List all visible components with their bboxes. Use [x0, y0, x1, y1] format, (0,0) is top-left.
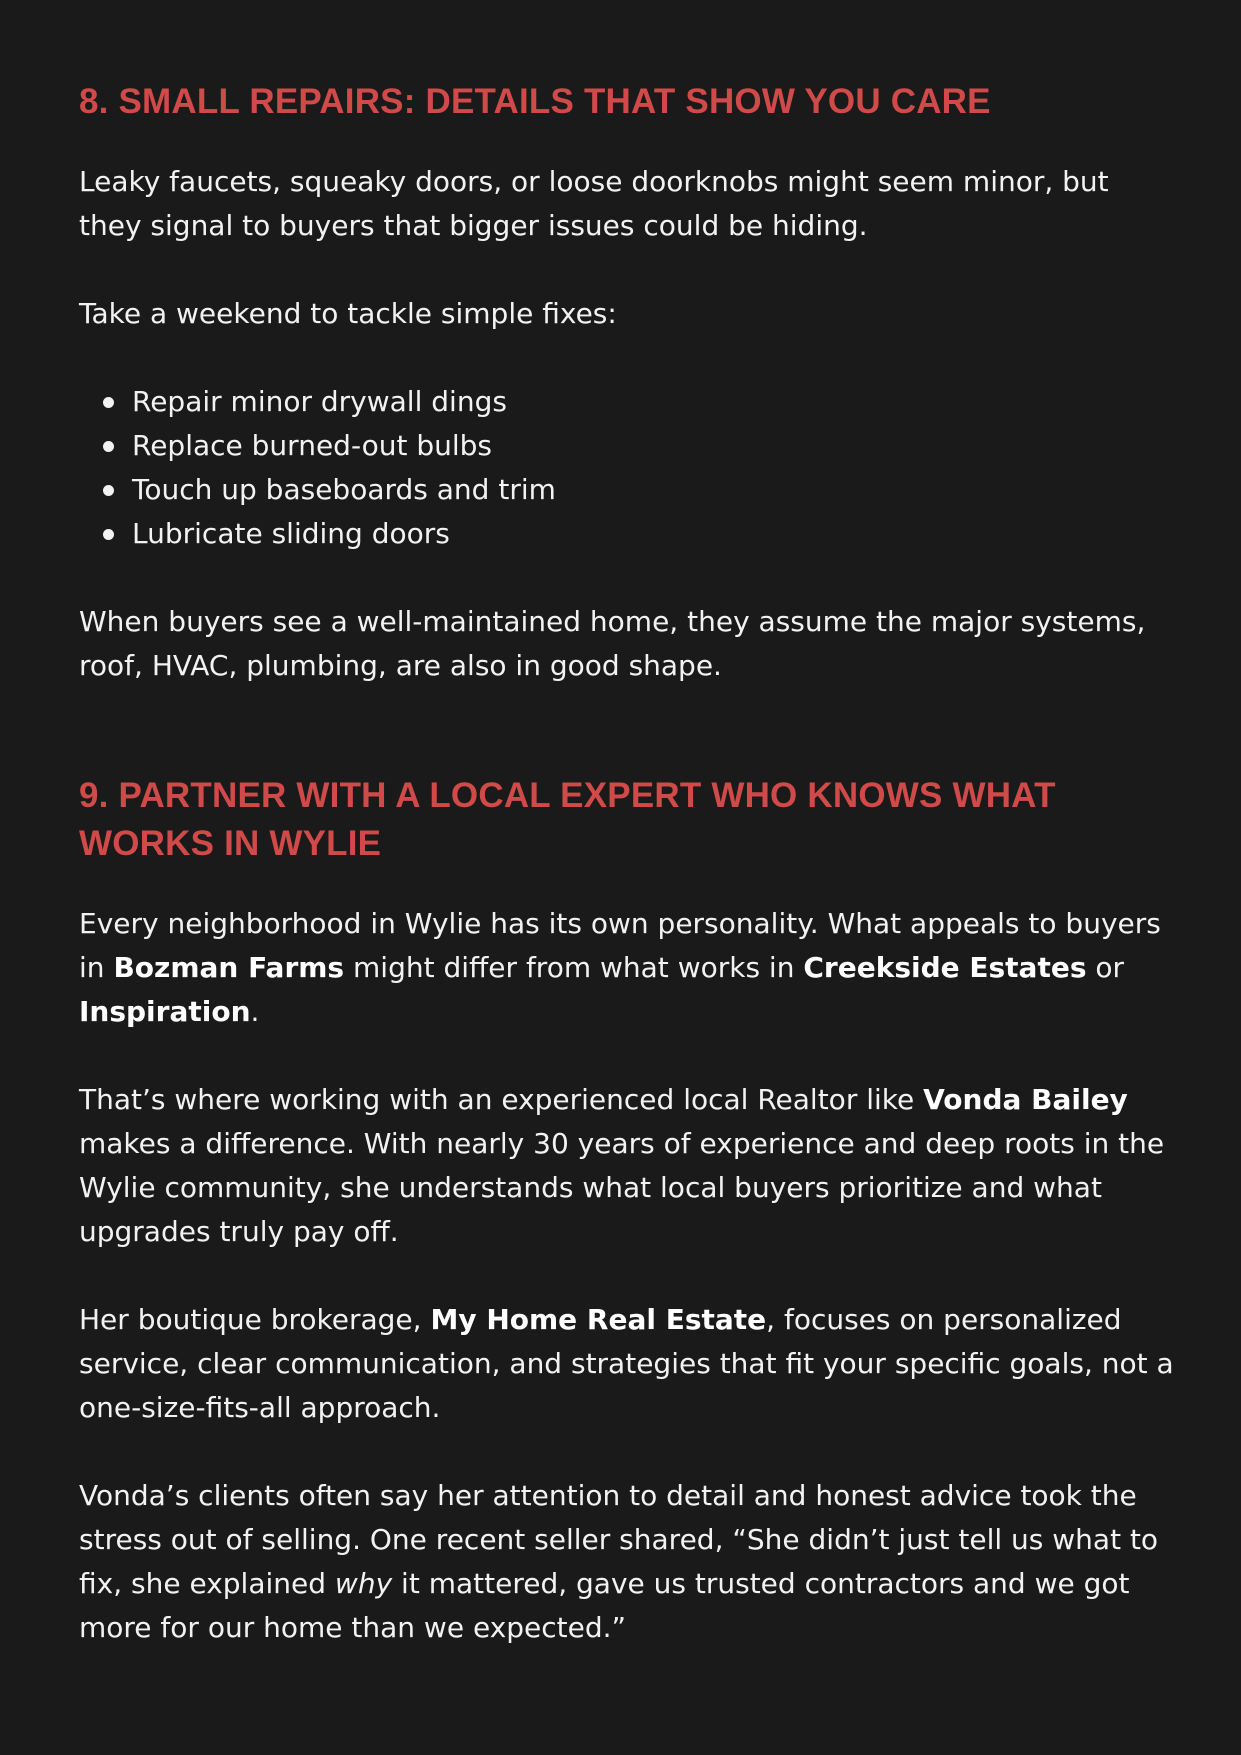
list-item: Replace burned-out bulbs: [132, 424, 1179, 468]
neighborhoods-paragraph: [79, 902, 1179, 1034]
text-run: makes a difference. With nearly 30 years of experience and deep roots in the Wylie community, she understands what local buyers prioritize and what upgrades truly pay off.: [79, 1127, 1165, 1248]
text-run: it mattered, gave us trusted contractors and we got more for our home than we expected.”: [79, 1567, 1130, 1644]
small-repairs-closing: When buyers see a well-maintained home, they assume the major systems, roof, HVAC, plumbing, are also in good shape.: [79, 605, 1146, 682]
section-heading-local-expert: 9. PARTNER WITH A LOCAL EXPERT WHO KNOWS WHAT WORKS IN WYLIE: [79, 776, 1056, 863]
text-run: , focuses on personalized service, clear communication, and strategies that fit your specific goals, not a one-size-fits-all approach.: [79, 1303, 1174, 1424]
small-repairs-lead: Take a weekend to tackle simple fixes:: [79, 297, 617, 330]
text-run: Her boutique brokerage,: [79, 1303, 431, 1336]
realtor-name: Vonda Bailey: [923, 1083, 1128, 1116]
neighborhood-name: Bozman Farms: [113, 951, 345, 984]
emphasis-text: why: [334, 1567, 393, 1600]
neighborhood-name: Creekside Estates: [803, 951, 1087, 984]
text-run: might differ from what works in: [344, 951, 804, 984]
section-heading-small-repairs: 8. SMALL REPAIRS: DETAILS THAT SHOW YOU CARE: [79, 82, 991, 121]
text-run: Every neighborhood in Wylie has its own personality. What appeals to buyers in: [79, 907, 1161, 984]
list-item: Repair minor drywall dings: [132, 380, 1179, 424]
brokerage-name: My Home Real Estate: [430, 1303, 767, 1336]
list-item: Touch up baseboards and trim: [132, 468, 1179, 512]
brokerage-paragraph: [79, 1298, 1179, 1430]
list-item: Lubricate sliding doors: [132, 512, 1179, 556]
article-body: [79, 0, 1179, 1650]
text-run: .: [250, 995, 260, 1028]
text-run: or: [1086, 951, 1125, 984]
text-run: That’s where working with an experienced local Realtor like: [79, 1083, 924, 1116]
neighborhood-name: Inspiration: [79, 995, 251, 1028]
fixes-list: [79, 380, 1179, 556]
realtor-paragraph: [79, 1078, 1179, 1254]
small-repairs-intro: Leaky faucets, squeaky doors, or loose doorknobs might seem minor, but they signal to buyers that bigger issues could be hiding.: [79, 165, 1109, 242]
text-run: Vonda’s clients often say her attention to detail and honest advice took the stress out of selling. One recent seller shared, “She didn’t just tell us what to fix, she explained: [79, 1479, 1159, 1600]
testimonial-paragraph: [79, 1474, 1179, 1650]
